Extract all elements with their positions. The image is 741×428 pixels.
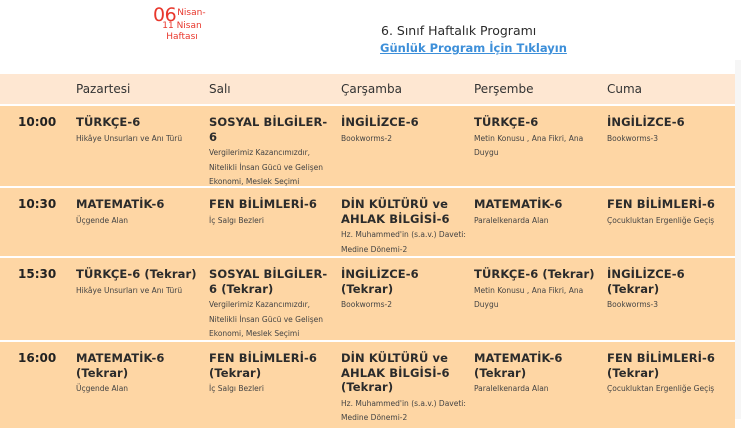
lesson-topic: Metin Konusu , Ana Fikri, Ana Duygu <box>474 133 584 157</box>
lesson-topic: Metin Konusu , Ana Fikri, Ana Duygu <box>474 285 584 309</box>
page-scrollbar[interactable] <box>735 60 741 419</box>
column-header-monday: Pazartesi <box>76 82 131 96</box>
lesson-topic: Üçgende Alan <box>76 215 129 225</box>
lesson-subject: DİN KÜLTÜRÜ ve AHLAK BİLGİSİ-6 <box>341 197 450 226</box>
lesson-subject: İNGİLİZCE-6 <box>341 115 419 129</box>
lesson-subject: FEN BİLİMLERİ-6 (Tekrar) <box>607 351 716 380</box>
week-start-day: 06 <box>153 4 177 26</box>
lesson-subject: MATEMATİK-6 (Tekrar) <box>76 351 165 380</box>
week-end: 11 Nisan <box>162 21 202 31</box>
lesson-topic: Paralelkenarda Alan <box>474 215 549 225</box>
lesson-topic: Bookworms-2 <box>341 133 393 143</box>
lesson-cell-monday <box>76 258 209 340</box>
week-badge <box>148 4 248 43</box>
lesson-cell-friday <box>607 258 735 340</box>
table-header-row <box>0 74 735 104</box>
time-slot: 15:30 <box>18 267 57 281</box>
lesson-topic: Çocukluktan Ergenliğe Geçiş <box>607 215 715 225</box>
lesson-cell-wednesday <box>341 188 474 256</box>
time-slot: 10:30 <box>18 197 57 211</box>
column-header-thursday: Perşembe <box>474 82 534 96</box>
lesson-subject: MATEMATİK-6 <box>76 197 165 211</box>
week-suffix: Haftası <box>166 32 198 42</box>
lesson-topic: Vergilerimiz Kazancımızdır, Nitelikli İnsan Gücü ve Gelişen Ekonomi, Meslek Seçimi <box>209 148 324 186</box>
lesson-cell-monday <box>76 342 209 428</box>
lesson-cell-wednesday <box>341 106 474 186</box>
lesson-topic: Vergilerimiz Kazancımızdır, Nitelikli İnsan Gücü ve Gelişen Ekonomi, Meslek Seçimi <box>209 300 324 338</box>
lesson-cell-wednesday <box>341 342 474 428</box>
lesson-subject: FEN BİLİMLERİ-6 (Tekrar) <box>209 351 318 380</box>
lesson-subject: İNGİLİZCE-6 <box>607 115 685 129</box>
lesson-subject: TÜRKÇE-6 (Tekrar) <box>76 267 197 281</box>
lesson-topic: Hz. Muhammed'in (s.a.v.) Daveti: Medine Dönemi-2 <box>341 398 466 422</box>
column-header-tuesday: Salı <box>209 82 231 96</box>
lesson-cell-friday <box>607 342 735 428</box>
lesson-subject: MATEMATİK-6 (Tekrar) <box>474 351 563 380</box>
table-row <box>0 256 735 340</box>
time-slot: 16:00 <box>18 351 57 365</box>
lesson-subject: TÜRKÇE-6 <box>76 115 141 129</box>
lesson-subject: FEN BİLİMLERİ-6 <box>607 197 716 211</box>
lesson-topic: İç Salgı Bezleri <box>209 384 264 393</box>
lesson-cell-monday <box>76 188 209 256</box>
lesson-topic: Üçgende Alan <box>76 384 129 393</box>
table-row <box>0 340 735 428</box>
table-row <box>0 104 735 186</box>
lesson-cell-tuesday <box>209 188 341 256</box>
lesson-topic: Bookworms-3 <box>607 300 659 309</box>
lesson-cell-thursday <box>474 106 607 186</box>
table-row <box>0 186 735 256</box>
lesson-subject: SOSYAL BİLGİLER-6 (Tekrar) <box>209 267 328 296</box>
lesson-cell-thursday <box>474 258 607 340</box>
lesson-subject: İNGİLİZCE-6 (Tekrar) <box>341 267 419 296</box>
lesson-cell-friday <box>607 188 735 256</box>
lesson-cell-friday <box>607 106 735 186</box>
lesson-subject: TÜRKÇE-6 (Tekrar) <box>474 267 595 281</box>
lesson-subject: FEN BİLİMLERİ-6 <box>209 197 318 211</box>
lesson-topic: Bookworms-3 <box>607 133 659 143</box>
lesson-subject: DİN KÜLTÜRÜ ve AHLAK BİLGİSİ-6 (Tekrar) <box>341 351 450 394</box>
lesson-subject: TÜRKÇE-6 <box>474 115 539 129</box>
column-header-wednesday: Çarşamba <box>341 82 402 96</box>
lesson-topic: İç Salgı Bezleri <box>209 215 264 225</box>
lesson-topic: Bookworms-2 <box>341 300 393 309</box>
lesson-topic: Hz. Muhammed'in (s.a.v.) Daveti: Medine Dönemi-2 <box>341 230 466 254</box>
lesson-topic: Paralelkenarda Alan <box>474 384 549 393</box>
lesson-cell-tuesday <box>209 258 341 340</box>
lesson-subject: MATEMATİK-6 <box>474 197 563 211</box>
lesson-cell-thursday <box>474 342 607 428</box>
time-slot: 10:00 <box>18 115 57 129</box>
lesson-cell-tuesday <box>209 106 341 186</box>
lesson-topic: Çocukluktan Ergenliğe Geçiş <box>607 384 715 393</box>
week-start-month: Nisan- <box>177 8 206 18</box>
page-title: 6. Sınıf Haftalık Programı <box>381 23 537 38</box>
lesson-subject: İNGİLİZCE-6 (Tekrar) <box>607 267 685 296</box>
lesson-cell-thursday <box>474 188 607 256</box>
lesson-topic: Hikâye Unsurları ve Anı Türü <box>76 133 183 143</box>
column-header-friday: Cuma <box>607 82 643 96</box>
lesson-cell-monday <box>76 106 209 186</box>
lesson-cell-wednesday <box>341 258 474 340</box>
daily-program-link[interactable]: Günlük Program İçin Tıklayın <box>380 41 567 55</box>
weekly-schedule-table <box>0 74 735 428</box>
lesson-topic: Hikâye Unsurları ve Anı Türü <box>76 285 183 295</box>
lesson-cell-tuesday <box>209 342 341 428</box>
lesson-subject: SOSYAL BİLGİLER-6 <box>209 115 328 144</box>
